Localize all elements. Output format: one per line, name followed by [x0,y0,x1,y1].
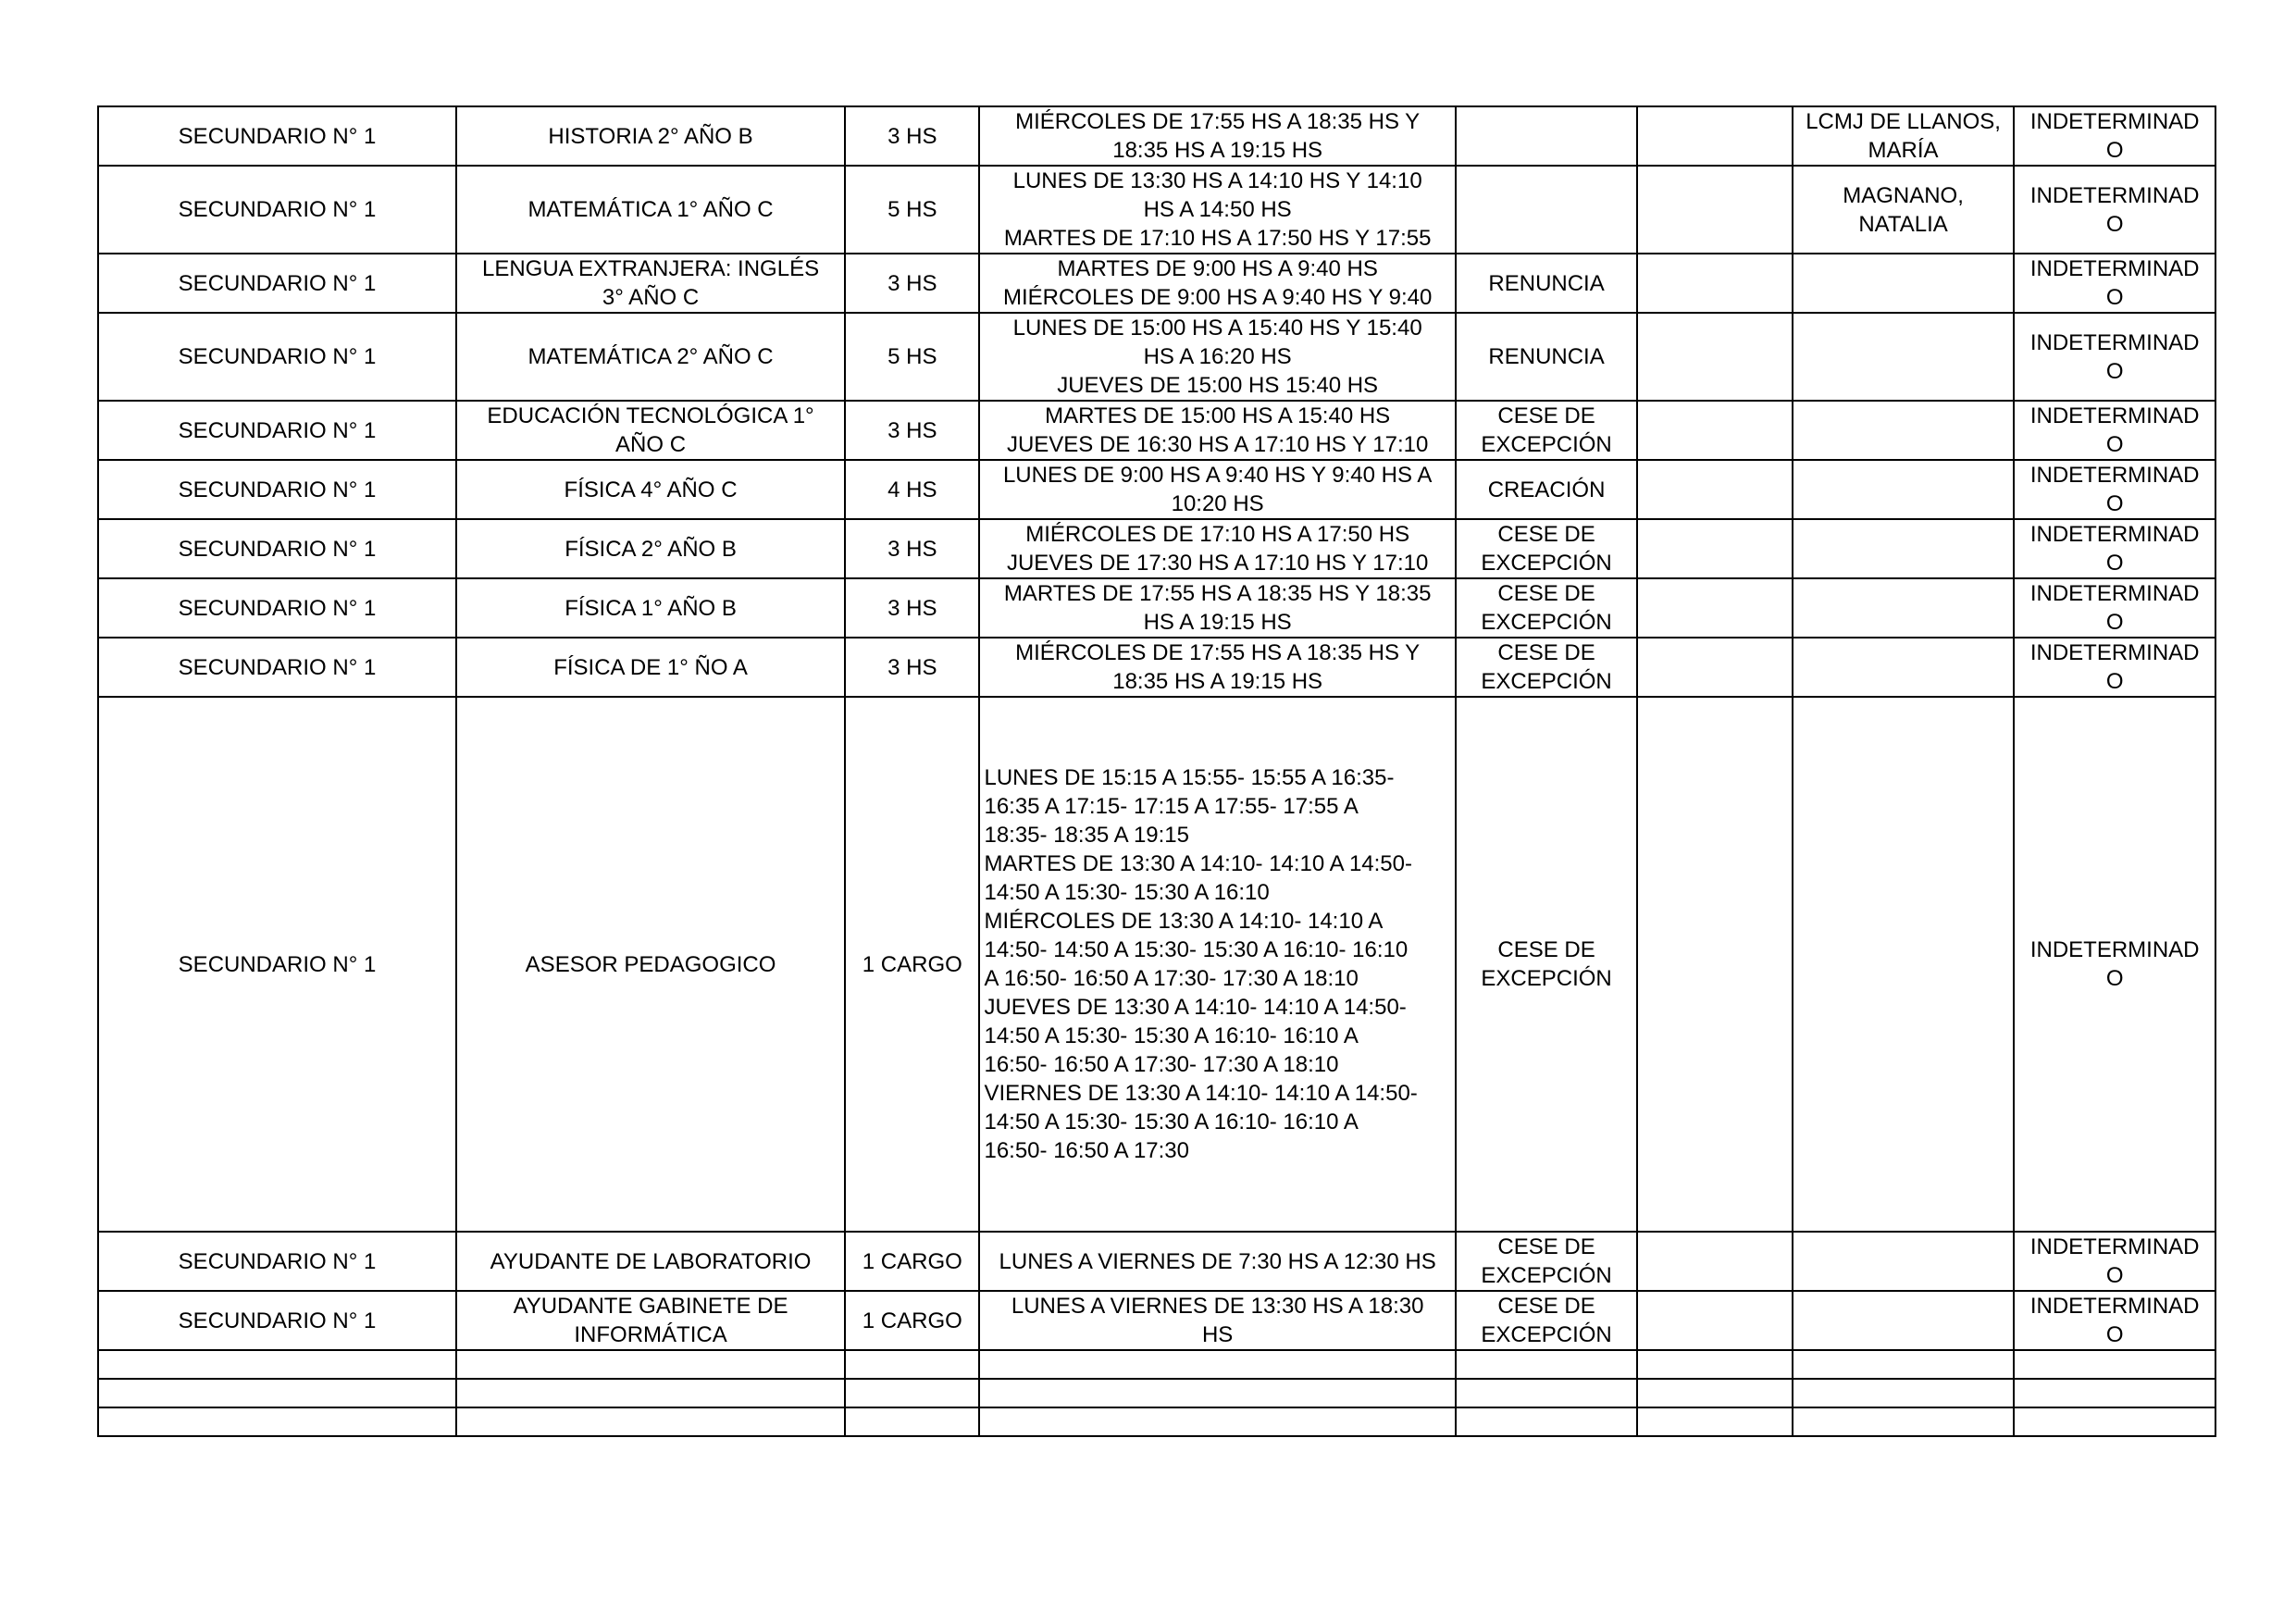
term-cell: INDETERMINAD O [2014,254,2215,313]
empty-row [98,1379,2215,1407]
table-body [98,106,2215,1436]
status-cell: CREACIÓN [1456,460,1638,519]
teacher-cell: MAGNANO, NATALIA [1793,166,2015,254]
empty-cell [2014,1379,2215,1407]
subject-cell: EDUCACIÓN TECNOLÓGICA 1° AÑO C [456,401,845,460]
school-cell: SECUNDARIO N° 1 [98,1291,456,1350]
teacher-cell [1793,460,2015,519]
empty-cell [1793,1379,2015,1407]
hours-cell: 3 HS [845,401,979,460]
subject-cell: FÍSICA DE 1° ÑO A [456,638,845,697]
empty-cell [1637,166,1792,254]
table-row [98,1291,2215,1350]
table-row [98,460,2215,519]
empty-cell [2014,1350,2215,1379]
positions-table [97,105,2216,1437]
empty-cell [979,1350,1455,1379]
empty-cell [979,1407,1455,1436]
school-cell: SECUNDARIO N° 1 [98,638,456,697]
subject-cell: ASESOR PEDAGOGICO [456,697,845,1232]
schedule-cell: MIÉRCOLES DE 17:55 HS A 18:35 HS Y 18:35 HS A 19:15 HS [979,106,1455,166]
school-cell: SECUNDARIO N° 1 [98,697,456,1232]
empty-cell [1456,1407,1638,1436]
term-cell: INDETERMINAD O [2014,166,2215,254]
term-cell: INDETERMINAD O [2014,697,2215,1232]
empty-cell [456,1407,845,1436]
table-row [98,401,2215,460]
status-cell: RENUNCIA [1456,254,1638,313]
empty-cell [1793,1407,2015,1436]
teacher-cell [1793,254,2015,313]
table-row [98,519,2215,578]
teacher-cell [1793,1232,2015,1291]
subject-cell: LENGUA EXTRANJERA: INGLÉS 3° AÑO C [456,254,845,313]
term-cell: INDETERMINAD O [2014,1232,2215,1291]
table-row [98,106,2215,166]
subject-cell: FÍSICA 1° AÑO B [456,578,845,638]
table-row [98,313,2215,401]
hours-cell: 5 HS [845,313,979,401]
hours-cell: 1 CARGO [845,697,979,1232]
table-row [98,578,2215,638]
schedule-cell: MIÉRCOLES DE 17:55 HS A 18:35 HS Y 18:35 HS A 19:15 HS [979,638,1455,697]
hours-cell: 3 HS [845,106,979,166]
table-row [98,1232,2215,1291]
schedule-cell: LUNES DE 15:15 A 15:55- 15:55 A 16:35- 16:35 A 17:15- 17:15 A 17:55- 17:55 A 18:35- 18:35 A 19:15 MARTES DE 13:30 A 14:10- 14:10 A 14:50- 14:50 A 15:30- 15:30 A 16:10 MIÉRCOLES DE 13:30 A 14:10- 14:10 A 14:50- 14:50 A 15:30- 15:30 A 16:10- 16:10 A 16:50- 16:50 A 17:30- 17:30 A 18:10 JUEVES DE 13:30 A 14:10- 14:10 A 14:50- 14:50 A 15:30- 15:30 A 16:10- 16:10 A 16:50- 16:50 A 17:30- 17:30 A 18:10 VIERNES DE 13:30 A 14:10- 14:10 A 14:50- 14:50 A 15:30- 15:30 A 16:10- 16:10 A 16:50- 16:50 A 17:30 [979,697,1455,1232]
table-row [98,638,2215,697]
hours-cell: 3 HS [845,638,979,697]
schedule-cell: MARTES DE 17:55 HS A 18:35 HS Y 18:35 HS A 19:15 HS [979,578,1455,638]
empty-cell [845,1379,979,1407]
empty-cell [1637,313,1792,401]
table-row [98,166,2215,254]
hours-cell: 3 HS [845,519,979,578]
empty-cell [845,1350,979,1379]
empty-cell [1637,578,1792,638]
schedule-cell: LUNES A VIERNES DE 13:30 HS A 18:30 HS [979,1291,1455,1350]
status-cell: CESE DE EXCEPCIÓN [1456,401,1638,460]
school-cell: SECUNDARIO N° 1 [98,313,456,401]
status-cell: CESE DE EXCEPCIÓN [1456,1291,1638,1350]
status-cell [1456,166,1638,254]
empty-cell [1456,1379,1638,1407]
empty-cell [1456,1350,1638,1379]
term-cell: INDETERMINAD O [2014,578,2215,638]
empty-cell [98,1407,456,1436]
schedule-cell: LUNES DE 15:00 HS A 15:40 HS Y 15:40 HS A 16:20 HS JUEVES DE 15:00 HS 15:40 HS [979,313,1455,401]
schedule-cell: MIÉRCOLES DE 17:10 HS A 17:50 HS JUEVES DE 17:30 HS A 17:10 HS Y 17:10 [979,519,1455,578]
subject-cell: FÍSICA 2° AÑO B [456,519,845,578]
status-cell: CESE DE EXCEPCIÓN [1456,638,1638,697]
school-cell: SECUNDARIO N° 1 [98,519,456,578]
term-cell: INDETERMINAD O [2014,401,2215,460]
empty-cell [1637,254,1792,313]
term-cell: INDETERMINAD O [2014,460,2215,519]
term-cell: INDETERMINAD O [2014,638,2215,697]
empty-cell [1637,1350,1792,1379]
empty-cell [1637,1232,1792,1291]
empty-cell [845,1407,979,1436]
teacher-cell [1793,638,2015,697]
term-cell: INDETERMINAD O [2014,313,2215,401]
teacher-cell: LCMJ DE LLANOS, MARÍA [1793,106,2015,166]
term-cell: INDETERMINAD O [2014,1291,2215,1350]
teacher-cell [1793,313,2015,401]
teacher-cell [1793,1291,2015,1350]
empty-cell [1637,1291,1792,1350]
teacher-cell [1793,519,2015,578]
status-cell: CESE DE EXCEPCIÓN [1456,697,1638,1232]
subject-cell: MATEMÁTICA 2° AÑO C [456,313,845,401]
table-row [98,254,2215,313]
school-cell: SECUNDARIO N° 1 [98,106,456,166]
empty-row [98,1350,2215,1379]
empty-cell [1637,460,1792,519]
school-cell: SECUNDARIO N° 1 [98,254,456,313]
empty-cell [1637,697,1792,1232]
subject-cell: MATEMÁTICA 1° AÑO C [456,166,845,254]
school-cell: SECUNDARIO N° 1 [98,578,456,638]
term-cell: INDETERMINAD O [2014,519,2215,578]
subject-cell: HISTORIA 2° AÑO B [456,106,845,166]
status-cell: RENUNCIA [1456,313,1638,401]
subject-cell: AYUDANTE DE LABORATORIO [456,1232,845,1291]
subject-cell: AYUDANTE GABINETE DE INFORMÁTICA [456,1291,845,1350]
empty-cell [1793,1350,2015,1379]
school-cell: SECUNDARIO N° 1 [98,401,456,460]
hours-cell: 1 CARGO [845,1291,979,1350]
empty-cell [979,1379,1455,1407]
teacher-cell [1793,578,2015,638]
hours-cell: 5 HS [845,166,979,254]
empty-cell [98,1379,456,1407]
status-cell [1456,106,1638,166]
empty-cell [1637,106,1792,166]
hours-cell: 3 HS [845,254,979,313]
school-cell: SECUNDARIO N° 1 [98,460,456,519]
empty-cell [1637,519,1792,578]
schedule-cell: LUNES DE 9:00 HS A 9:40 HS Y 9:40 HS A 10:20 HS [979,460,1455,519]
status-cell: CESE DE EXCEPCIÓN [1456,578,1638,638]
empty-cell [456,1350,845,1379]
hours-cell: 4 HS [845,460,979,519]
schedule-cell: LUNES DE 13:30 HS A 14:10 HS Y 14:10 HS A 14:50 HS MARTES DE 17:10 HS A 17:50 HS Y 17:55 [979,166,1455,254]
empty-row [98,1407,2215,1436]
empty-cell [1637,1379,1792,1407]
empty-cell [2014,1407,2215,1436]
status-cell: CESE DE EXCEPCIÓN [1456,1232,1638,1291]
empty-cell [1637,638,1792,697]
schedule-cell: MARTES DE 9:00 HS A 9:40 HS MIÉRCOLES DE 9:00 HS A 9:40 HS Y 9:40 [979,254,1455,313]
table-row [98,697,2215,1232]
subject-cell: FÍSICA 4° AÑO C [456,460,845,519]
term-cell: INDETERMINAD O [2014,106,2215,166]
school-cell: SECUNDARIO N° 1 [98,166,456,254]
teacher-cell [1793,401,2015,460]
hours-cell: 3 HS [845,578,979,638]
schedule-cell: MARTES DE 15:00 HS A 15:40 HS JUEVES DE 16:30 HS A 17:10 HS Y 17:10 [979,401,1455,460]
hours-cell: 1 CARGO [845,1232,979,1291]
empty-cell [1637,401,1792,460]
status-cell: CESE DE EXCEPCIÓN [1456,519,1638,578]
empty-cell [456,1379,845,1407]
school-cell: SECUNDARIO N° 1 [98,1232,456,1291]
schedule-cell: LUNES A VIERNES DE 7:30 HS A 12:30 HS [979,1232,1455,1291]
empty-cell [98,1350,456,1379]
empty-cell [1637,1407,1792,1436]
teacher-cell [1793,697,2015,1232]
